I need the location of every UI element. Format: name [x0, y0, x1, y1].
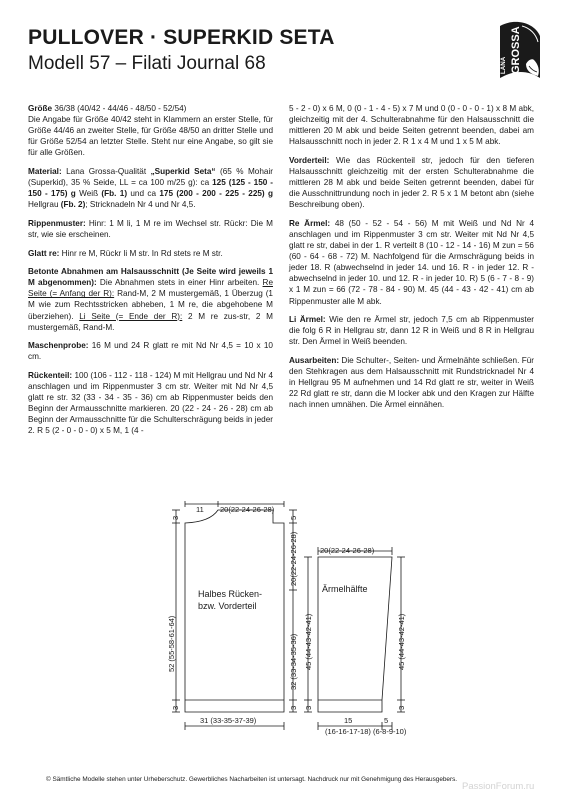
svg-text:GROSSA: GROSSA: [510, 26, 522, 74]
size-section: [28, 103, 273, 158]
finishing-section: Ausarbeiten: Die Schulter-, Seiten- und Ärmelnähte schließen. Für den Stehkragen aus dem Halsausschnitt mit Rundstricknadel Nr 4 in Hellgrau 95 M aufnehmen und 14 Rd glatt re str, weiter in Weiß 22 Rd glatt re str, dann die M locker abk und den Kragen zur Hälfte nach innen umnähen. Die Ärmel einnähen.: [289, 355, 534, 410]
decrease-section: Betonte Abnahmen am Halsausschnitt (Je Seite wird jeweils 1 M abgenommen): Die Abnahmen stets in einer Hinr arbeiten. Re Seite (= Anfang der R): Rand-M, 2 M mustergemäß, 1 Überzug (1 M wie zum Rechtsstricken abheben, 1 M re, die abgehobene M überziehen). Li Seite (= Ende der R): 2 M re zus-str, 2 M mustergemäß, Rand-M.: [28, 267, 273, 332]
shoulder-width-label: 11: [196, 505, 204, 514]
sleeve-top-width-label: 20(22-24-26-28): [320, 546, 375, 555]
sleeve-width-label: 15: [344, 716, 353, 725]
schematic-diagram: [160, 500, 410, 772]
shoulder-drop-label: 5: [289, 515, 298, 520]
material-label: Material:: [28, 166, 62, 176]
size-value: 36/38 (40/42 - 44/46 - 48/50 - 52/54): [52, 104, 187, 113]
rib-pattern-section: Rippenmuster: Hinr: 1 M li, 1 M re im Wechsel str. Rückr: Die M str, wie sie erscheinen.: [28, 218, 273, 239]
body-label-line1: Halbes Rücken-: [198, 589, 263, 599]
body-height-label: 52 (55-58-61-64): [167, 615, 176, 672]
right-sleeve-section: Re Ärmel: 48 (50 - 52 - 54 - 56) M mit Weiß und Nd Nr 4 anschlagen und im Rippenmuster 3 cm str. Weiter mit Nd Nr 4,5 glatt re str, dabei in der 1. R verteilt 8 (10 - 12 - 14 - 16) M zun = 56 (60 - 64 - 68 - 72) M. Nachfolgend für die Armschrägung beids in jeder 18. R (abwechselnd in jeder 14. und 16. R - in jeder 12. R - abwechselnd in jeder 10. und 12. R - in jeder 10. R) 5 (6 - 7 - 8 - 9) x 1 M zun = 66 (72 - 78 - 84 - 90) M. 45 (44 - 43 - 42 - 41) cm ab Rippenmuster alle M abk.: [289, 218, 534, 306]
sleeve-rib-left-label: 3: [304, 705, 313, 710]
stockinette-section: Glatt re: Hinr re M, Rückr li M str. In Rd stets re M str.: [28, 248, 223, 258]
svg-text:LANA: LANA: [500, 56, 507, 74]
front-section: Vorderteil: Wie das Rückenteil str, jedoch für den tieferen Halsausschnitt gleichzeitig mit der ersten Schulterabnahme die mittleren 28 M abk und beide Seiten getrennt beenden, dabei für die Ausschnittrundung noch in jeder 2. R 5 x 1 M betont abn (siehe Beschreibung oben).: [289, 155, 534, 210]
sleeve-length-outer-label: 45 (44-43-42-41): [397, 613, 406, 670]
sleeve-increase-width-label: 5: [384, 716, 389, 725]
sleeve-label: Ärmelhälfte: [322, 584, 368, 594]
body-width-label: 31 (33-35-37-39): [200, 716, 257, 725]
left-text-column: [28, 103, 273, 444]
page-title: PULLOVER · SUPERKID SETA: [28, 26, 335, 49]
right-text-column: [289, 103, 534, 418]
copyright-footer: © Sämtliche Modelle stehen unter Urheberschutz. Gewerbliches Nacharbeiten ist untersagt. Nachdruck nur mit Genehmigung des Herausgebers.: [46, 776, 458, 783]
armhole-height-label: 20(22-24-26-28): [289, 531, 298, 586]
page-subtitle: Modell 57 – Filati Journal 68: [28, 53, 266, 74]
body-rib-right-label: 3: [289, 705, 298, 710]
neck-width-label: 20(22-24-26-28): [220, 505, 275, 514]
sleeve-increase-sizes-label: (6-8-9-10): [373, 727, 407, 736]
body-label-line2: bzw. Vorderteil: [198, 601, 257, 611]
neck-depth-label: 3: [171, 515, 180, 520]
side-height-label: 32 (33-34-35-36): [289, 633, 298, 690]
size-label: Größe: [28, 104, 53, 113]
lana-grossa-logo-icon: [494, 20, 544, 82]
material-section: Material: Lana Grossa-Qualität „Superkid Seta“ (65 % Mohair (Superkid), 35 % Seide, LL = ca 100 m/25 g): ca 125 (125 - 150 - 150 - 175) g Weiß (Fb. 1) und ca 175 (200 - 200 - 225 - 225) g Hellgrau (Fb. 2); Stricknadeln Nr 4 und Nr 4,5.: [28, 166, 274, 210]
body-rib-left-label: 3: [171, 705, 180, 710]
gauge-section: Maschenprobe: 16 M und 24 R glatt re mit Nd Nr 4,5 = 10 x 10 cm.: [28, 341, 273, 362]
size-text: Die Angabe für Größe 40/42 steht in Klammern an erster Stelle, für Größe 44/46 an zweiter Stelle, für Größe 48/50 an dritter Stelle und für Größe 52/54 an letzter Stelle. Steht nur eine Angabe, so gilt sie für alle Größen.: [28, 115, 273, 158]
watermark: PassionForum.ru: [462, 781, 535, 792]
sleeve-length-inner-label: 45 (44-43-42-41): [304, 613, 313, 670]
yarn-name: „Superkid Seta“: [150, 166, 216, 176]
sleeve-rib-right-label: 3: [397, 705, 406, 710]
sleeve-width-sizes-label: (16-16-17-18): [325, 727, 371, 736]
back-section-cont: 5 - 2 - 0) x 6 M, 0 (0 - 1 - 4 - 5) x 7 M und 0 (0 - 0 - 0 - 1) x 8 M abk, gleichzeitig mit der 4. Schulterabnahme für den Halsausschnitt die mittleren 20 M abk und beide Seiten getrennt beenden, dabei am Halsausschnitt noch in jeder 2. R 1 x 4 M und 1 x 5 M abk.: [289, 104, 534, 147]
left-sleeve-section: Li Ärmel: Wie den re Ärmel str, jedoch 7,5 cm ab Rippenmuster die folg 6 R in Hellgrau str, dann 12 R in Weiß und 8 R in Hellgrau str. Den Ärmel in Weiß beenden.: [289, 315, 534, 347]
back-section: Rückenteil: 100 (106 - 112 - 118 - 124) M mit Hellgrau und Nd Nr 4 anschlagen und im Rippenmuster 3 cm str. Weiter mit Nd Nr 4,5 glatt re str. 32 (33 - 34 - 35 - 36) cm ab Rippenmuster beids den Beginn der Armausschnitte markieren. 20 (22 - 24 - 26 - 28) cm ab Beginn der Armausschnitte für die Schulterschrägung beids in jeder 2. R 5 (2 - 0 - 0 - 0) x 5 M, 1 (4 -: [28, 370, 273, 436]
